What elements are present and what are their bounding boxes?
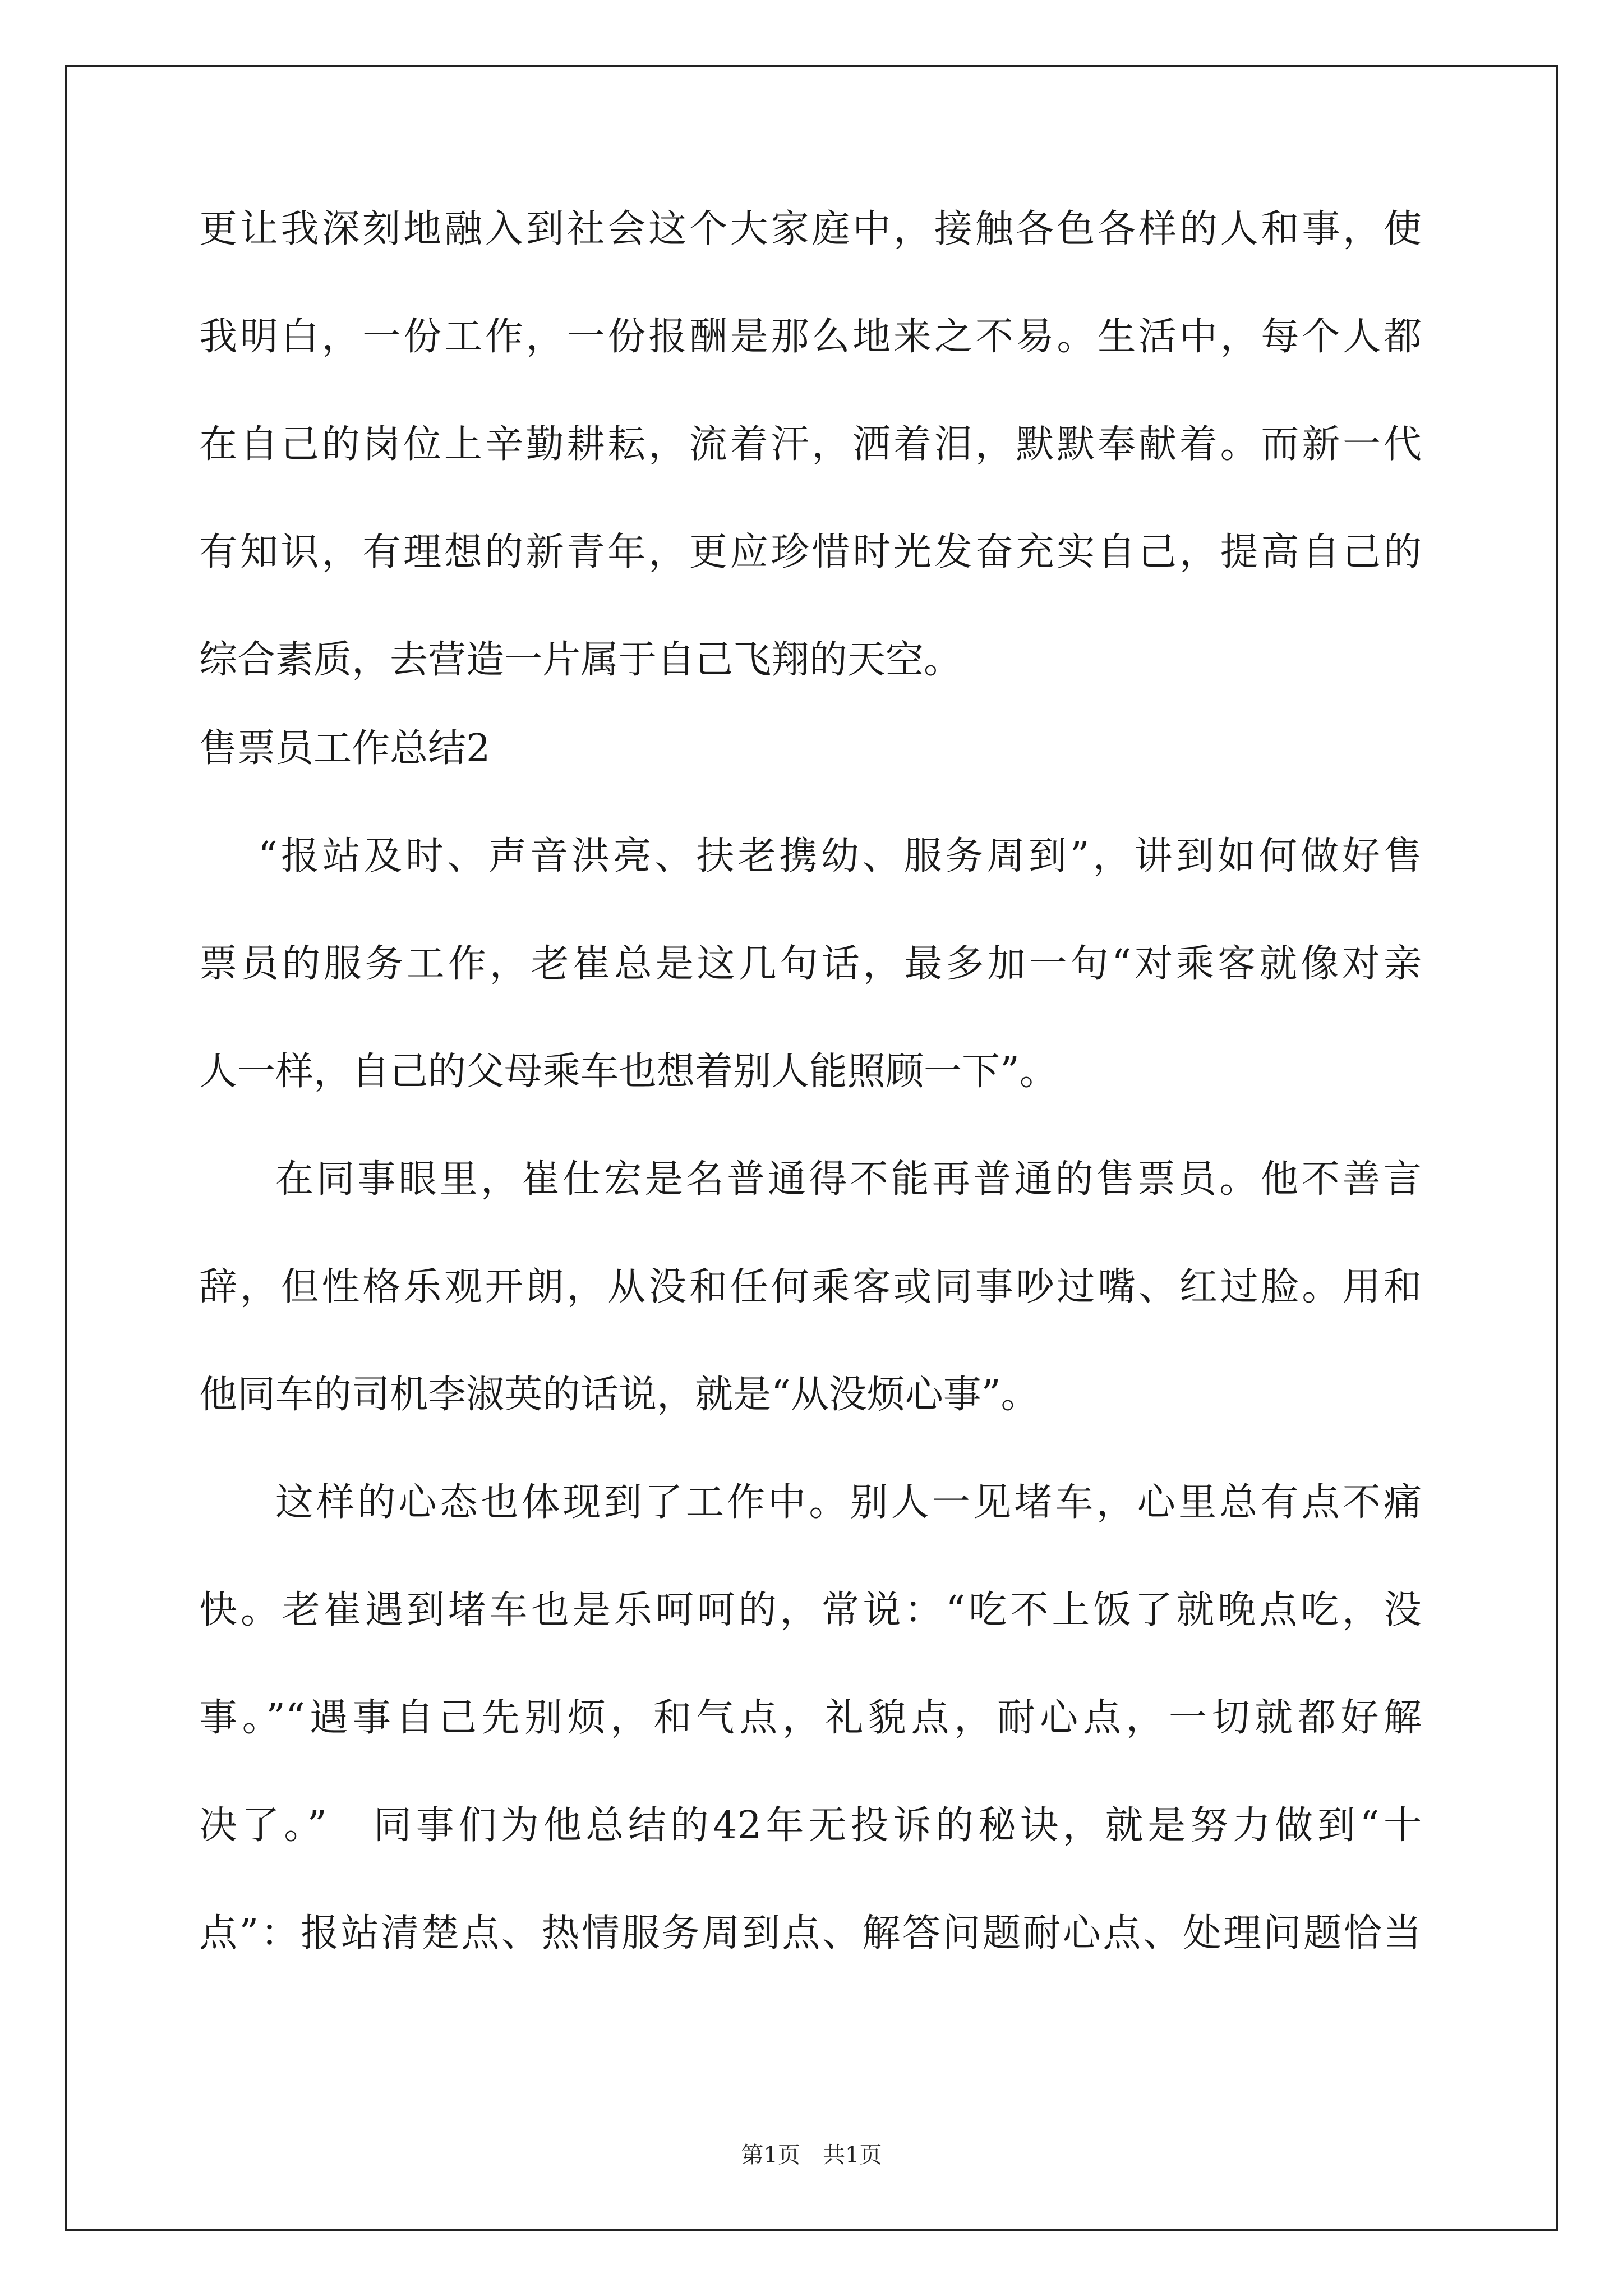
text-line-2: 我明白，一份工作，一份报酬是那么地来之不易。生活中，每个人都: [199, 315, 1422, 359]
page-footer: 第1页 共1页: [741, 2142, 882, 2168]
text-line-4: 有知识，有理想的新青年，更应珍惜时光发奋充实自己，提高自己的: [199, 530, 1422, 574]
text-line-16: 点”：报站清楚点、热情服务周到点、解答问题耐心点、处理问题恰当: [199, 1911, 1422, 1955]
text-line-10: 辞，但性格乐观开朗，从没和任何乘客或同事吵过嘴、红过脸。用和: [199, 1265, 1422, 1309]
text-line-8: 人一样，自己的父母乘车也想着别人能照顾一下”。: [199, 1050, 1058, 1094]
text-line-15: 决了。” 同事们为他总结的42年无投诉的秘诀，就是努力做到“十: [199, 1803, 1422, 1848]
text-line-5: 综合素质，去营造一片属于自己飞翔的天空。: [199, 638, 962, 682]
text-line-1: 更让我深刻地融入到社会这个大家庭中，接触各色各样的人和事，使: [199, 207, 1422, 251]
text-line-12: 这样的心态也体现到了工作中。别人一见堵车，心里总有点不痛: [275, 1480, 1422, 1525]
text-line-6: “报站及时、声音洪亮、扶老携幼、服务周到”，讲到如何做好售: [258, 834, 1422, 878]
text-line-11: 他同车的司机李淑英的话说，就是“从没烦心事”。: [199, 1373, 1039, 1417]
text-line-14: 事。”“遇事自己先别烦，和气点，礼貌点，耐心点，一切就都好解: [199, 1696, 1422, 1740]
document-body: [199, 207, 1422, 1955]
section-heading: 售票员工作总结2: [199, 726, 491, 771]
text-line-7: 票员的服务工作，老崔总是这几句话，最多加一句“对乘客就像对亲: [199, 942, 1422, 986]
text-line-9: 在同事眼里，崔仕宏是名普通得不能再普通的售票员。他不善言: [275, 1157, 1422, 1202]
text-line-13: 快。老崔遇到堵车也是乐呵呵的，常说：“吃不上饭了就晚点吃，没: [199, 1588, 1422, 1632]
text-line-3: 在自己的岗位上辛勤耕耘，流着汗，洒着泪，默默奉献着。而新一代: [199, 422, 1422, 467]
